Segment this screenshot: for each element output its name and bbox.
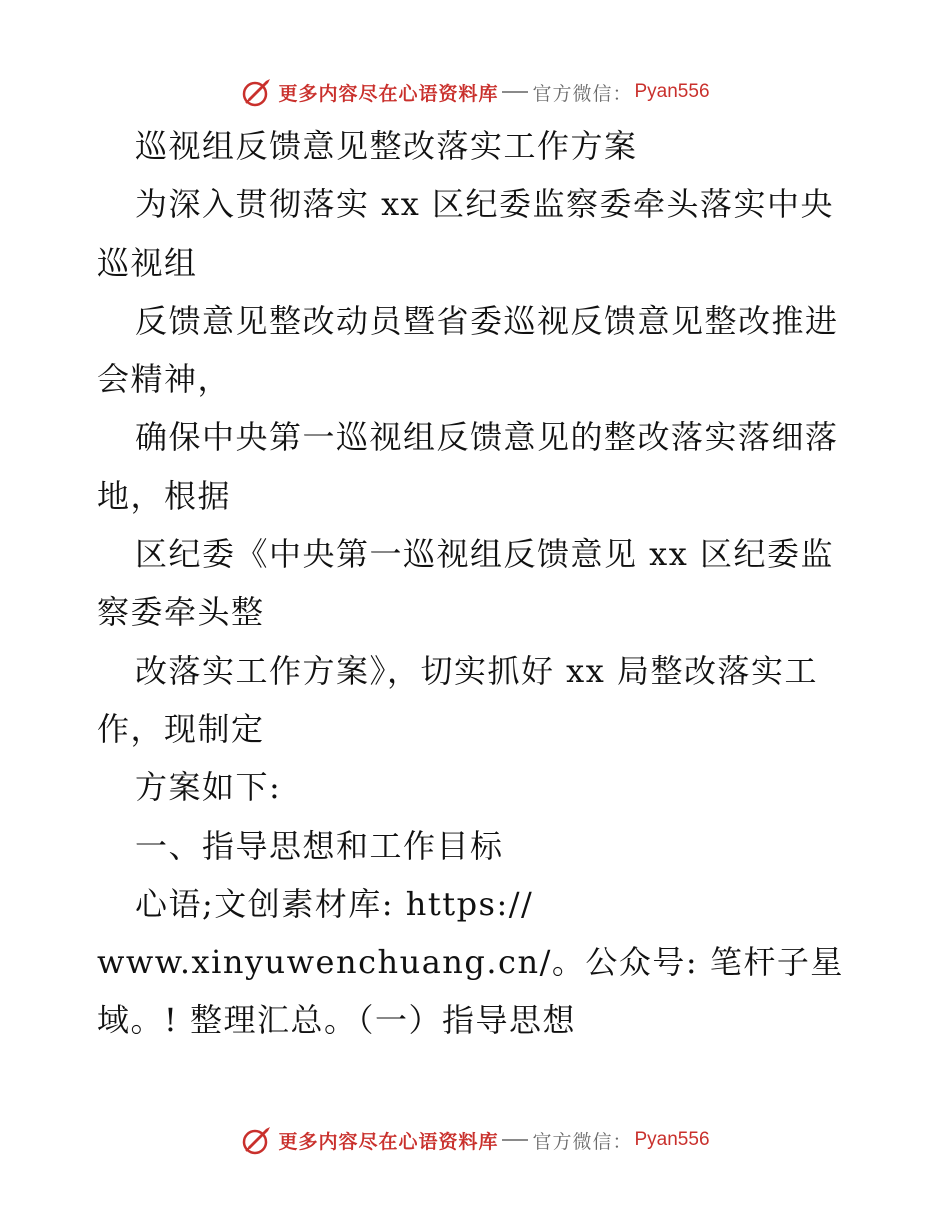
doc-line: 确保中央第一巡视组反馈意见的整改落实落细落	[135, 418, 839, 457]
header-banner	[0, 72, 950, 112]
footer-wechat-label: 官方微信：	[532, 1130, 633, 1153]
doc-line: 方案如下:	[135, 768, 282, 807]
quill-logo-icon	[240, 75, 274, 109]
doc-line: 为深入贯彻落实 xx 区纪委监察委牵头落实中央	[135, 185, 834, 224]
doc-line: 察委牵头整	[97, 593, 265, 632]
doc-line: 域。! 整理汇总。（一）指导思想	[97, 1001, 577, 1040]
doc-line: 改落实工作方案》，切实抓好 xx 局整改落实工	[135, 651, 818, 690]
header-wechat-label: 官方微信：	[532, 82, 633, 105]
doc-title: 巡视组反馈意见整改落实工作方案	[135, 127, 638, 165]
header-brand-text: 更多内容尽在心语资料库	[278, 82, 499, 105]
header-dash	[502, 91, 528, 93]
footer-wechat-id: Pyan556	[634, 1129, 710, 1150]
document-body	[97, 117, 857, 1050]
footer-banner	[0, 1120, 950, 1160]
footer-brand-text: 更多内容尽在心语资料库	[278, 1130, 499, 1153]
doc-line: 反馈意见整改动员暨省委巡视反馈意见整改推进	[135, 301, 839, 340]
header-wechat-id: Pyan556	[634, 81, 710, 102]
section-heading: 一、指导思想和工作目标	[135, 826, 504, 865]
doc-line: 会精神，	[97, 360, 232, 399]
footer-dash	[502, 1139, 528, 1141]
quill-logo-icon	[240, 1123, 274, 1157]
doc-url-line: www.xinyuwenchuang.cn/。公众号: 笔杆子星	[97, 943, 844, 982]
doc-line: 巡视组	[97, 243, 198, 282]
doc-line: 地，根据	[97, 476, 232, 515]
doc-line: 区纪委《中央第一巡视组反馈意见 xx 区纪委监	[135, 535, 834, 574]
doc-line: 作，现制定	[97, 709, 265, 748]
doc-line: 心语;文创素材库: https://	[135, 884, 534, 923]
